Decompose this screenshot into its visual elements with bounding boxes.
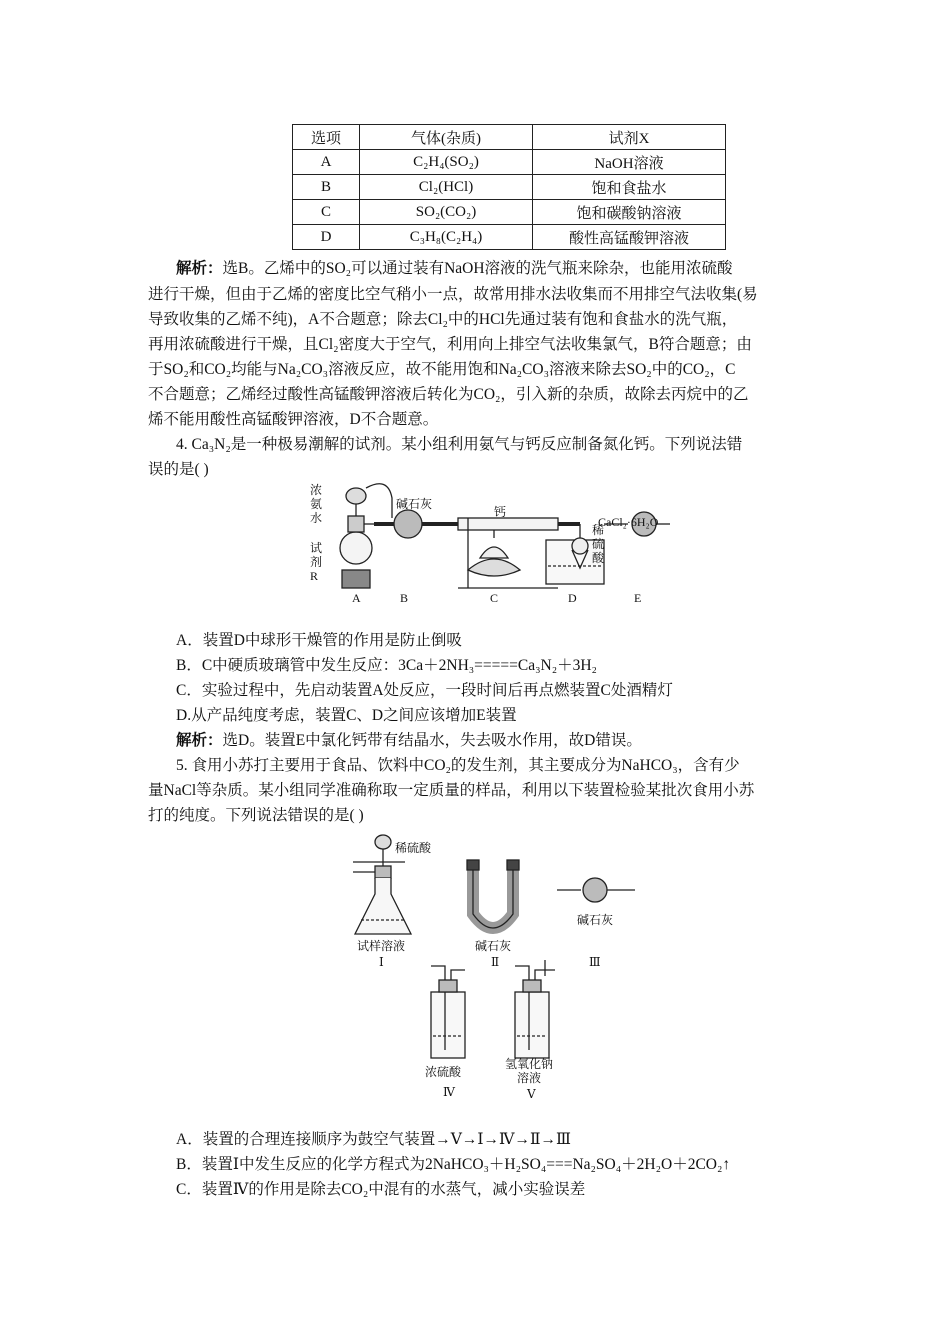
label-roman: Ⅳ: [443, 1085, 455, 1099]
table-cell: C: [293, 200, 360, 225]
option-c: C．装置Ⅳ的作用是除去CO₂中混有的水蒸气，减小实验误差: [176, 1181, 586, 1198]
analysis-line: 于SO₂和CO₂均能与Na₂CO₃溶液反应，故不能用饱和Na₂CO₃溶液来除去SO₂中的CO₂，C: [148, 361, 736, 378]
label-conc-ammonia: 浓: [310, 483, 323, 497]
label-dilute-sulfuric: 稀: [592, 523, 605, 537]
label-roman: Ⅱ: [491, 955, 500, 969]
table-cell: SO₂(CO₂): [360, 200, 533, 225]
svg-text:酸: 酸: [592, 551, 605, 565]
table-cell: B: [293, 175, 360, 200]
table-cell: NaOH溶液: [533, 150, 726, 175]
table-header: 选项: [293, 125, 360, 150]
table-header: 气体(杂质): [360, 125, 533, 150]
options-table: [292, 124, 726, 250]
analysis-line: 烯不能用酸性高锰酸钾溶液，D不合题意。: [148, 411, 439, 428]
label-roman: Ⅰ: [379, 955, 384, 969]
analysis-label: 解析：: [176, 732, 223, 749]
table-row: [293, 175, 726, 200]
question-stem: 4. Ca₃N₂是一种极易潮解的试剂。某小组利用氨气与钙反应制备氮化钙。下列说法错: [176, 436, 743, 453]
label-letter: D: [568, 591, 577, 605]
svg-text:氨: 氨: [310, 497, 323, 511]
svg-text:水: 水: [310, 511, 323, 525]
table-row: [293, 225, 726, 250]
label-soda-lime-tube: 碱石灰: [577, 913, 614, 927]
question-stem: 打的纯度。下列说法错误的是( ): [148, 807, 364, 824]
option-b: B．装置Ⅰ中发生反应的化学方程式为2NaHCO₃＋H₂SO₄===Na₂SO₄＋2H₂O＋2CO₂↑: [176, 1156, 731, 1173]
label-naoh: 氢氧化钠: [505, 1057, 554, 1071]
analysis-label: 解析：: [176, 260, 223, 277]
analysis-line: 进行干燥，但由于乙烯的密度比空气稍小一点，故常用排水法收集而不用排空气法收集(易: [148, 286, 758, 303]
analysis-line: 导致收集的乙烯不纯)，A不合题意；除去Cl₂中的HCl先通过装有饱和食盐水的洗气瓶，: [148, 311, 738, 328]
question-stem: 误的是( ): [148, 461, 209, 478]
label-letter: B: [400, 591, 409, 605]
table-cell: 饱和食盐水: [533, 175, 726, 200]
svg-text:R: R: [310, 569, 319, 583]
table-row: [293, 150, 726, 175]
svg-text:溶液: 溶液: [517, 1071, 542, 1085]
option-a: A．装置D中球形干燥管的作用是防止倒吸: [176, 632, 462, 649]
table-cell: 饱和碳酸钠溶液: [533, 200, 726, 225]
label-soda-lime: 碱石灰: [475, 939, 512, 953]
label-calcium: 钙: [494, 505, 507, 519]
label-roman: Ⅴ: [527, 1087, 536, 1101]
table-header-row: [293, 125, 726, 150]
table-cell: 酸性高锰酸钾溶液: [533, 225, 726, 250]
label-dilute-sulfuric: 稀硫酸: [395, 841, 432, 855]
label-letter: A: [352, 591, 361, 605]
analysis-line: 再用浓硫酸进行干燥，且Cl₂密度大于空气，利用向上排空气法收集氯气，B符合题意；由: [148, 336, 752, 353]
question-stem: 5. 食用小苏打主要用于食品、饮料中CO₂的发生剂，其主要成分为NaHCO₃，含有少: [176, 757, 740, 774]
analysis-line: 解析：选D。装置E中氯化钙带有结晶水，失去吸水作用，故D错误。: [176, 732, 642, 749]
svg-text:硫: 硫: [592, 537, 605, 551]
option-c: C．实验过程中，先启动装置A处反应，一段时间后再点燃装置C处酒精灯: [176, 682, 673, 699]
label-sample-solution: 试样溶液: [357, 939, 406, 953]
option-b: B．C中硬质玻璃管中发生反应：3Ca＋2NH₃=====Ca₃N₂＋3H₂: [176, 657, 597, 674]
svg-text:剂: 剂: [310, 555, 323, 569]
table-header: 试剂X: [533, 125, 726, 150]
apparatus-figure-q5: [345, 830, 665, 1110]
table-cell: D: [293, 225, 360, 250]
analysis-line: 不合题意；乙烯经过酸性高锰酸钾溶液后转化为CO₂，引入新的杂质，故除去丙烷中的乙: [148, 386, 749, 403]
table-cell: Cl₂(HCl): [360, 175, 533, 200]
label-letter: E: [634, 591, 642, 605]
table-cell: C₂H₄(SO₂): [360, 150, 533, 175]
table-row: [293, 200, 726, 225]
label-reagent-r: 试: [310, 541, 323, 555]
label-letter: C: [490, 591, 499, 605]
apparatus-figure-q4: [308, 478, 678, 606]
analysis-line: 解析：选B。乙烯中的SO₂可以通过装有NaOH溶液的洗气瓶来除杂，也能用浓硫酸: [176, 260, 733, 277]
question-stem: 量NaCl等杂质。某小组同学准确称取一定质量的样品，利用以下装置检验某批次食用小苏: [148, 782, 755, 799]
table-cell: C₃H₈(C₂H₄): [360, 225, 533, 250]
label-soda-lime: 碱石灰: [396, 497, 433, 511]
table-cell: A: [293, 150, 360, 175]
label-conc-sulfuric: 浓硫酸: [425, 1065, 462, 1079]
label-roman: Ⅲ: [589, 955, 601, 969]
label-cacl2: CaCl₂·6H₂O: [598, 515, 659, 529]
option-a: A．装置的合理连接顺序为鼓空气装置→Ⅴ→Ⅰ→Ⅳ→Ⅱ→Ⅲ: [176, 1131, 571, 1148]
option-d: D.从产品纯度考虑，装置C、D之间应该增加E装置: [176, 707, 517, 724]
